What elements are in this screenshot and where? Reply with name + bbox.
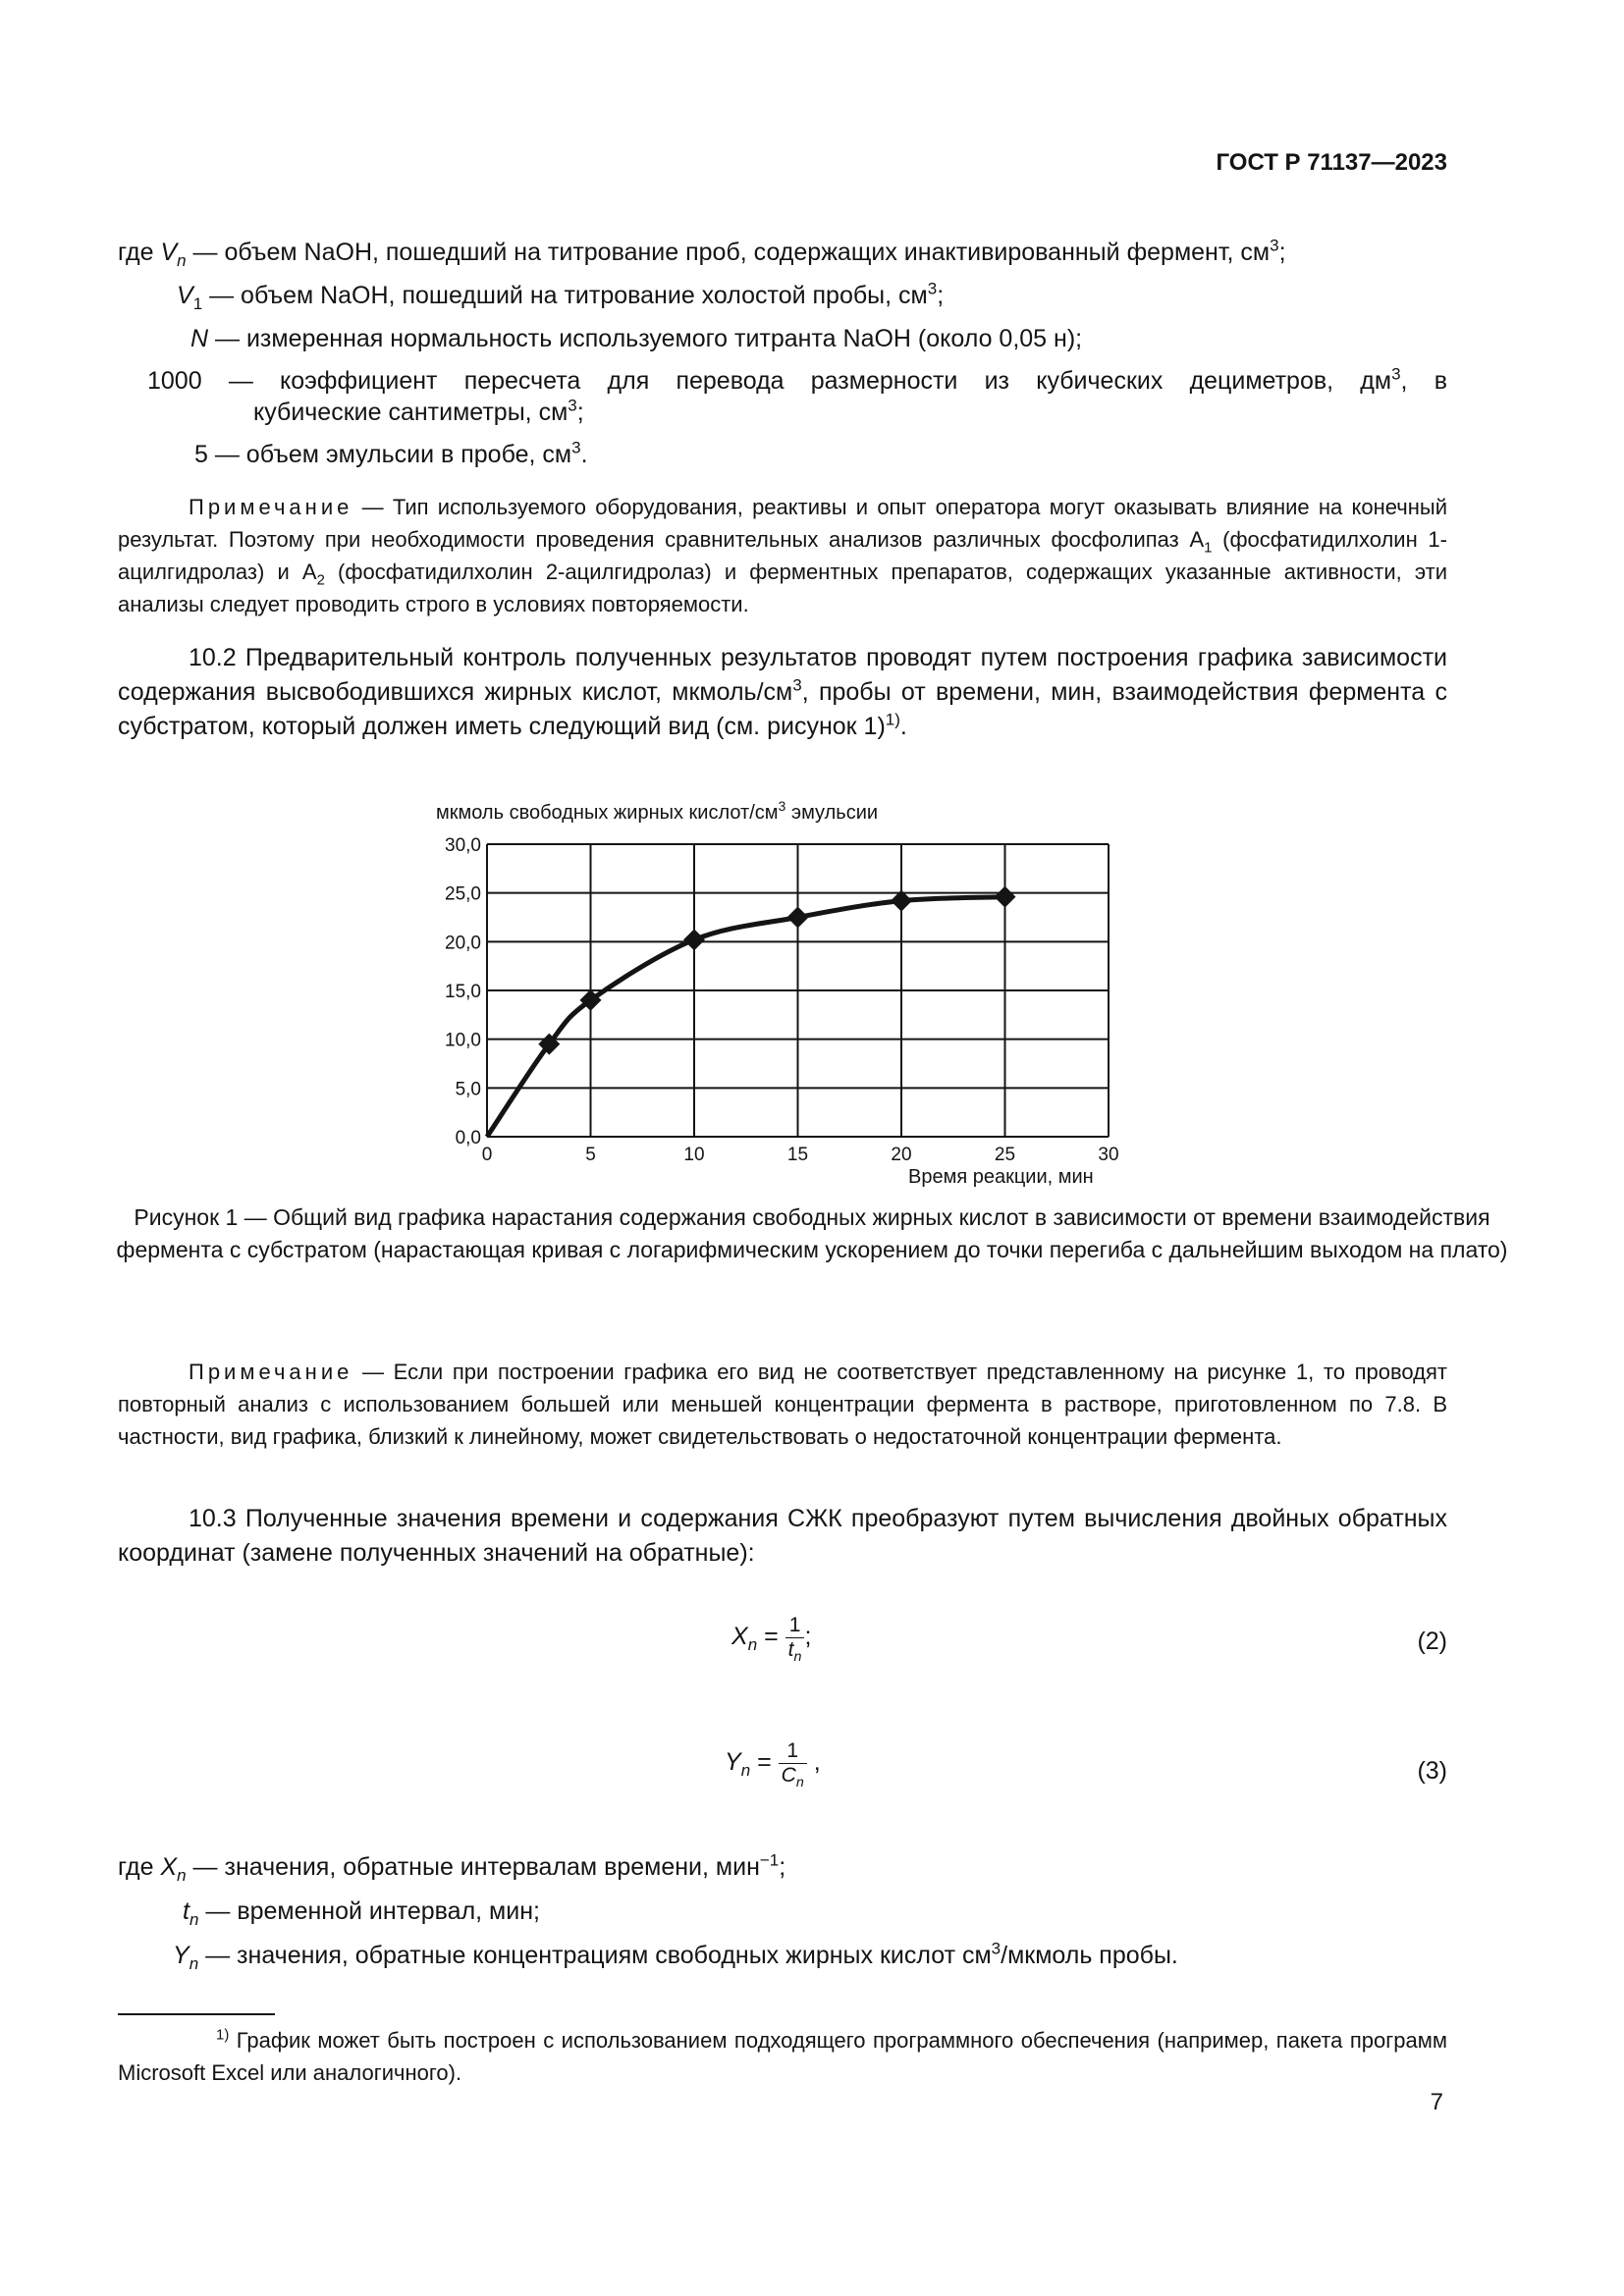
note-2: Примечание — Если при построении графика его вид не соответствует представленному на рисунке 1, то проводят повторный анализ с использованием большей или меньшей концентрации фермента в растворе, приготовленном по 7.8. В частности, вид графика, близкий к линейному, может свидетельствовать о недостаточной концентрации фермента. xyxy=(118,1360,1447,1449)
definition-5: 5 — объем эмульсии в пробе, $см^3$. xyxy=(194,438,588,468)
paragraph-10-3: 10.3 Полученные значения времени и содержания СЖК преобразуют путем вычисления двойных обратных координат (замене полученных значений на обратные): xyxy=(118,1505,1447,1567)
definition-1000: 1000 — коэффициент пересчета для перевода размерности из кубических дециметров, $дм^3$, в xyxy=(147,364,1447,395)
page-number: 7 xyxy=(1430,2089,1443,2115)
document-header: ГОСТ Р 71137—2023 xyxy=(1216,149,1447,176)
chart-markers xyxy=(538,886,1015,1055)
data-point-marker xyxy=(787,907,809,929)
data-point-marker xyxy=(995,886,1016,908)
figure-caption: Рисунок 1 — Общий вид графика нарастания содержания свободных жирных кислот в зависимости от времени взаимодействия фермента с субстратом (нарастающая кривая с логарифмическим ускорением до точки перегиба с дальнейшим выходом на плато) xyxy=(116,1204,1508,1262)
note-label: Примечание xyxy=(189,495,353,519)
y-tick-label: 30,0 xyxy=(445,835,481,856)
chart-series-line xyxy=(487,897,1005,1137)
note-label: Примечание xyxy=(189,1360,353,1384)
y-tick-label: 25,0 xyxy=(445,883,481,905)
paragraph-10-2: 10.2 Предварительный контроль полученных результатов проводят путем построения графика зависимости содержания высвободившихся жирных кислот, мкмоль/$см^3$, пробы от времени, мин, взаимодействия фермента с субстратом, который должен иметь следующий вид (см. рисунок 1)$^{1)}$. xyxy=(118,644,1448,740)
y-tick-label: 15,0 xyxy=(445,982,481,1002)
formula-2-number: (2) xyxy=(1417,1628,1447,1655)
x-tick-label: 25 xyxy=(994,1145,1016,1165)
definition-vn: где $V_n$ — объем NaOH, пошедший на титрование проб, содержащих инактивированный фермент, $см^3$; xyxy=(118,236,1286,270)
x-tick-label: 0 xyxy=(481,1145,493,1165)
x-tick-label: 10 xyxy=(683,1145,705,1165)
definition-v1: $V_1$ — объем NaOH, пошедший на титрование холостой пробы, $см^3$; xyxy=(177,279,945,313)
definition-yn: $Y_n$ — значения, обратные концентрациям свободных жирных кислот $см^3$/мкмоль пробы. xyxy=(173,1939,1178,1973)
definition-n: N — измеренная нормальность используемого титранта NaOH (около 0,05 н); xyxy=(190,325,1083,352)
footnote-ref[interactable]: 1) xyxy=(885,710,900,729)
x-tick-label: 20 xyxy=(891,1145,912,1165)
footnote-separator xyxy=(118,2013,275,2015)
x-tick-label: 5 xyxy=(585,1145,596,1165)
chart-grid xyxy=(487,844,1109,1137)
y-tick-label: 5,0 xyxy=(455,1079,481,1100)
definition-1000-cont: кубические сантиметры, $см^3$; xyxy=(253,396,584,426)
chart-x-ticks xyxy=(482,1145,1119,1165)
note-1: Примечание — Тип используемого оборудования, реактивы и опыт оператора могут оказывать влияние на конечный результат. Поэтому при необходимости проведения сравнительных анализов различных фосфолипаз $A_1$ (фосфатидилхолин 1-ацилгидролаз) и $A_2$ (фосфатидилхолин 2-ацилгидролаз) и ферментных препаратов, содержащих указанные активности, эти анализы следует проводить строго в условиях повторяемости. xyxy=(118,495,1447,616)
chart-y-ticks xyxy=(445,835,481,1148)
chart-y-axis-title: мкмоль свободных жирных кислот/$см^3$ эмульсии xyxy=(436,798,879,824)
definition-xn: где $X_n$ — значения, обратные интервалам времени, мин$^{-1}$; xyxy=(118,1850,786,1885)
footnote: $^{1)}$ График может быть построен с использованием подходящего программного обеспечения (например, пакета программ Microsoft Excel или аналогичного). xyxy=(118,2026,1447,2085)
y-tick-label: 20,0 xyxy=(445,933,481,954)
fatty-acid-chart xyxy=(412,785,1159,1198)
formula-3-number: (3) xyxy=(1417,1757,1447,1785)
definition-tn: $t_n$ — временной интервал, мин; xyxy=(183,1897,540,1929)
formula-3: $Y_n$ = $\frac{1}{C_n}$ , xyxy=(725,1739,821,1791)
chart-x-axis-title: Время реакции, мин xyxy=(908,1166,1094,1188)
y-tick-label: 0,0 xyxy=(455,1128,481,1148)
x-tick-label: 30 xyxy=(1098,1145,1119,1165)
y-tick-label: 10,0 xyxy=(445,1030,481,1051)
data-point-marker xyxy=(683,929,705,950)
x-tick-label: 15 xyxy=(786,1145,809,1165)
formula-2: $X_n$ = $\frac{1}{t_n}$ ; xyxy=(731,1614,812,1666)
